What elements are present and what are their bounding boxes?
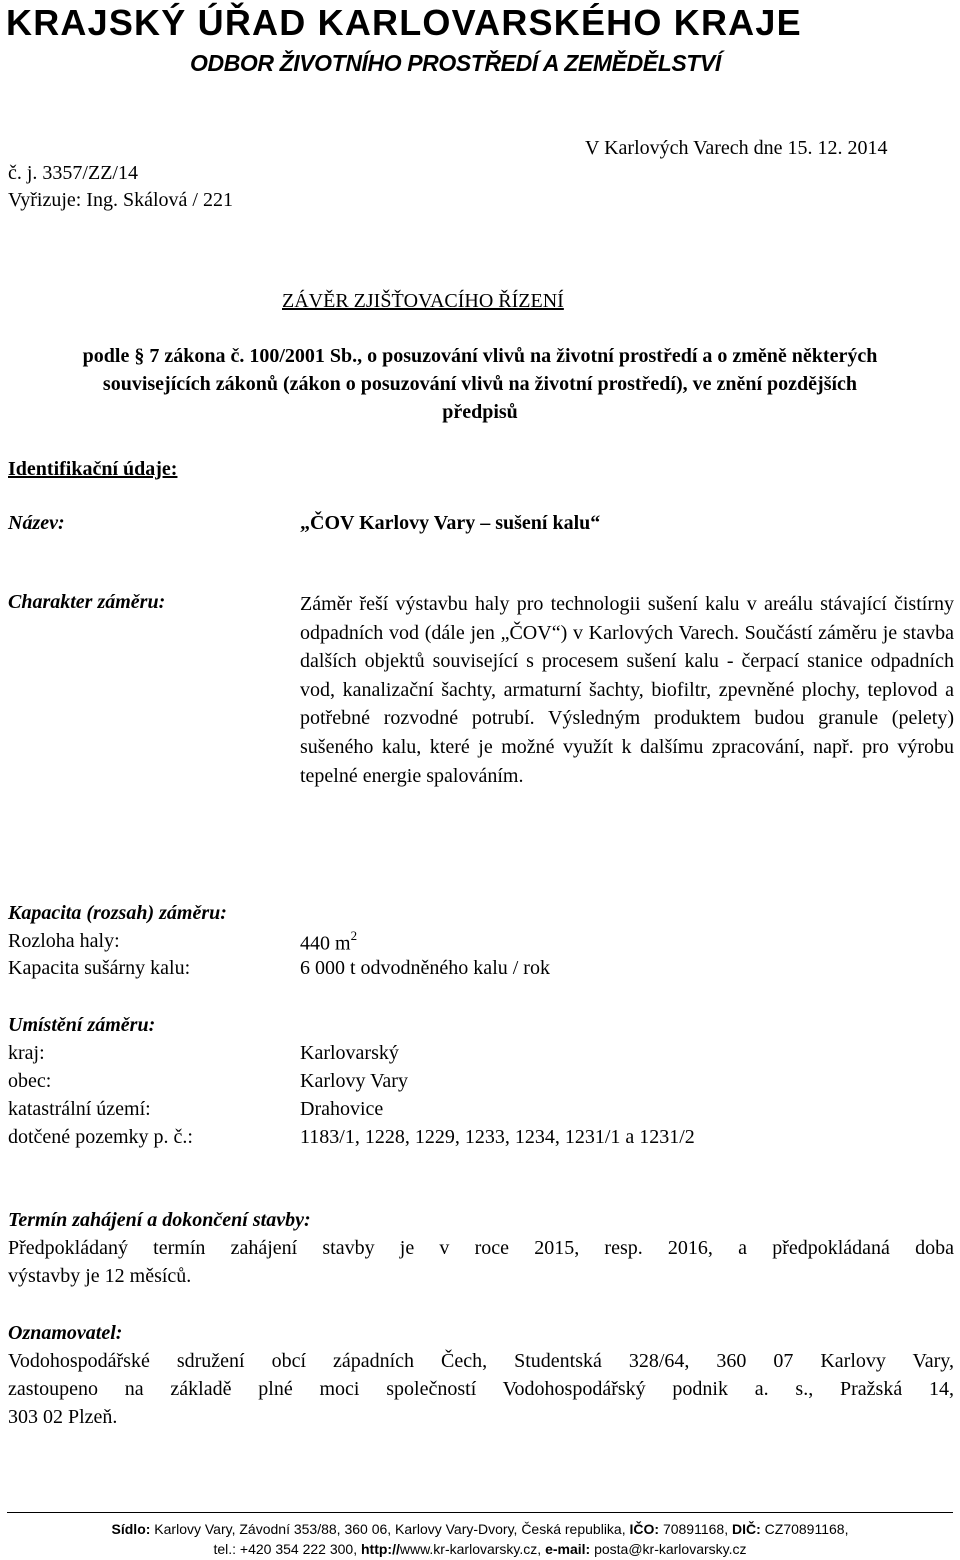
notifier-text-line-3: 303 02 Plzeň. <box>8 1406 118 1428</box>
project-name: „ČOV Karlovy Vary – sušení kalu“ <box>300 512 601 534</box>
place-date: V Karlových Varech dne 15. 12. 2014 <box>585 137 888 159</box>
handler: Vyřizuje: Ing. Skálová / 221 <box>8 189 233 211</box>
footer-dic-value: CZ70891168, <box>760 1521 849 1537</box>
notifier-text-line-1: Vodohospodářské sdružení obcí západních Čech, Studentská 328/64, 360 07 Karlovy Vary, <box>8 1350 954 1372</box>
office-title: KRAJSKÝ ÚŘAD KARLOVARSKÉHO KRAJE <box>6 2 802 43</box>
footer-email-label: e-mail: <box>545 1541 591 1557</box>
capacity-heading: Kapacita (rozsah) záměru: <box>8 902 227 924</box>
footer-line-1 <box>0 1521 960 1537</box>
location-value-cadastre: Drahovice <box>300 1098 384 1120</box>
character-text: Záměr řeší výstavbu haly pro technologii sušení kalu v areálu stávající čistírny odpadních vod (dále jen „ČOV“) v Karlových Varech. Součástí záměru je stavba dalších objektů související s procesem sušení kalu - čerpací stanice odpadních vod, kanalizační šachty, armaturní šachty, biofiltr, zpevněné plochy, teplovod a potřebné rozvodné potrubí. Výsledným produktem budou granule (pelety) sušeného kalu, které je možné využít k dalšímu zpracování, např. pro výrobu tepelné energie spalováním. <box>300 593 954 787</box>
notifier-text-line-2: zastoupeno na základě plné moci společností Vodohospodářský podnik a. s., Pražská 14, <box>8 1378 954 1400</box>
schedule-heading: Termín zahájení a dokončení stavby: <box>8 1209 311 1231</box>
location-label-cadastre: katastrální území: <box>8 1098 151 1120</box>
footer-seat-value: Karlovy Vary, Závodní 353/88, 360 06, Karlovy Vary-Dvory, Česká republika, <box>150 1521 630 1537</box>
footer-dic-label: DIČ: <box>731 1521 761 1537</box>
identification-heading: Identifikační údaje: <box>8 458 178 480</box>
footer-line-2 <box>0 1541 960 1557</box>
schedule-text-line-2: výstavby je 12 měsíců. <box>8 1265 192 1287</box>
hall-area-value <box>300 930 357 956</box>
footer-divider <box>7 1512 953 1513</box>
hall-area-label: Rozloha haly: <box>8 930 120 952</box>
hall-area-exponent: 2 <box>350 928 358 943</box>
preamble-line-3: předpisů <box>442 401 518 423</box>
location-value-region: Karlovarský <box>300 1042 399 1064</box>
preamble-line-1: podle § 7 zákona č. 100/2001 Sb., o posuzování vlivů na životní prostředí a o změně některých <box>82 345 878 367</box>
footer-ico-value: 70891168, <box>659 1521 732 1537</box>
footer-web-label: http:// <box>360 1541 400 1557</box>
footer-email-link[interactable]: posta@kr-karlovarsky.cz <box>590 1541 747 1557</box>
reference-number: č. j. 3357/ZZ/14 <box>8 162 138 184</box>
schedule-text-line-1: Předpokládaný termín zahájení stavby je v roce 2015, resp. 2016, a předpokládaná doba <box>8 1237 954 1259</box>
department-subtitle: ODBOR ŽIVOTNÍHO PROSTŘEDÍ A ZEMĚDĚLSTVÍ <box>190 50 721 76</box>
hall-area-number: 440 m <box>300 932 351 955</box>
location-value-municipality: Karlovy Vary <box>300 1070 408 1092</box>
location-label-region: kraj: <box>8 1042 45 1064</box>
dryer-capacity-label: Kapacita sušárny kalu: <box>8 957 191 979</box>
location-label-municipality: obec: <box>8 1070 52 1092</box>
footer-web-link[interactable]: www.kr-karlovarsky.cz, <box>399 1541 546 1557</box>
footer-ico-label: IČO: <box>629 1521 660 1537</box>
document-title: ZÁVĚR ZJIŠŤOVACÍHO ŘÍZENÍ <box>282 290 564 312</box>
location-label-parcels: dotčené pozemky p. č.: <box>8 1126 193 1148</box>
dryer-capacity-value: 6 000 t odvodněného kalu / rok <box>300 957 550 979</box>
location-heading: Umístění záměru: <box>8 1014 156 1036</box>
preamble-line-2: souvisejících zákonů (zákon o posuzování vlivů na životní prostředí), ve znění pozdějších <box>102 373 858 395</box>
notifier-heading: Oznamovatel: <box>8 1322 123 1344</box>
character-label: Charakter záměru: <box>8 591 166 613</box>
footer-seat-label: Sídlo: <box>111 1521 151 1537</box>
location-value-parcels: 1183/1, 1228, 1229, 1233, 1234, 1231/1 a 1231/2 <box>300 1126 695 1148</box>
footer-tel: tel.: +420 354 222 300, <box>213 1541 361 1557</box>
name-label: Název: <box>8 512 65 534</box>
